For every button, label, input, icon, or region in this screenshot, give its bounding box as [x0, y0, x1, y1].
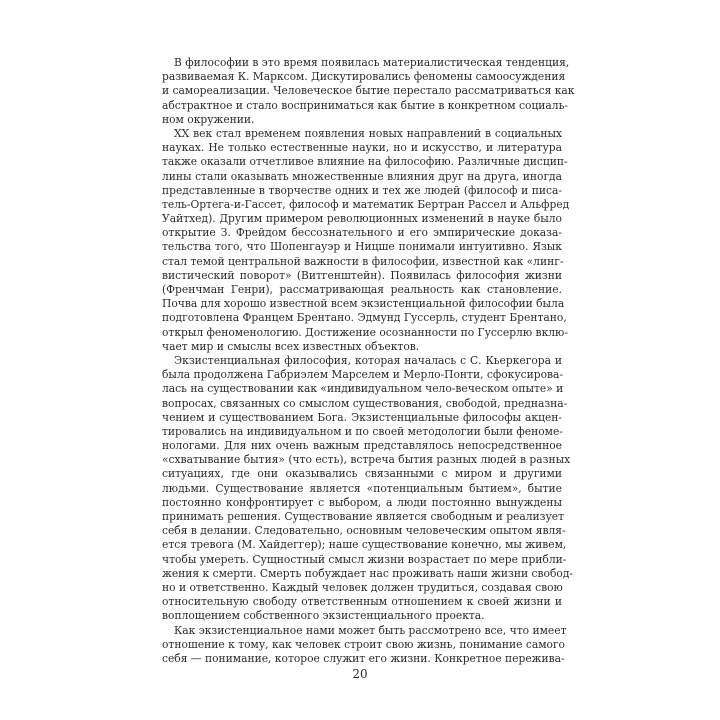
- text-line: Почва для хорошо известной всем экзистенциальной философии была: [162, 297, 565, 311]
- text-line: людьми. Существование является «потенциальным бытием», бытие: [162, 481, 562, 495]
- text-line: себя в делании. Следовательно, основным человеческим опытом явля-: [162, 524, 566, 538]
- text-line: отношение к тому, как человек строит свою жизнь, понимание самого: [162, 637, 565, 651]
- page-body: [162, 56, 575, 666]
- text-line: Как экзистенциальное нами может быть рассмотрено все, что имеет: [174, 623, 567, 637]
- text-line: В философии в это время появилась материалистическая тенденция,: [174, 56, 570, 69]
- text-line: тировались на индивидуальном и по своей методологии были феноме-: [162, 424, 563, 438]
- text-line: тель-Ортега-и-Гассет, философ и математик Бертран Рассел и Альфред: [162, 197, 570, 211]
- text-line: также оказали отчетливое влияние на философию. Различные дисцип-: [162, 155, 568, 169]
- text-line: и самореализации. Человеческое бытие перестало рассматриваться как: [162, 84, 575, 98]
- text-line: жения к смерти. Смерть побуждает нас проживать наши жизни свобод-: [162, 566, 574, 580]
- text-line: постоянно конфронтирует с выбором, а люди постоянно вынуждены: [162, 495, 562, 509]
- paragraph: [162, 353, 574, 624]
- text-line: тельства того, что Шопенгауэр и Ницше понимали интуитивно. Язык: [162, 240, 562, 254]
- text-line: была продолжена Габриэлем Марселем и Мерло-Понти, сфокусирова-: [162, 368, 564, 382]
- text-line: ситуациях, где они оказывались связанными с миром и другими: [162, 467, 562, 481]
- text-line: представленные в творчестве одних и тех же людей (философ и писа-: [162, 183, 562, 197]
- text-line: относительную свободу ответственным отношением к своей жизни и: [162, 595, 562, 609]
- text-line: чением и существованием Бога. Экзистенциальные философы акцен-: [162, 410, 562, 424]
- text-line: воплощением собственного экзистенциального проекта.: [162, 609, 485, 623]
- text-line: чтобы умереть. Сущностный смысл жизни возрастает по мере прибли-: [162, 552, 567, 566]
- text-line: лины стали оказывать множественные влияния друг на друга, иногда: [162, 169, 562, 183]
- text-line: открыл феноменологию. Достижение осознанности по Гуссерлю вклю-: [162, 325, 568, 339]
- text-line: нологами. Для них очень важным представлялось непосредственное: [162, 439, 562, 453]
- text-line: ном окружении.: [162, 112, 255, 126]
- text-line: абстрактное и стало восприниматься как бытие в конкретном социаль-: [162, 98, 569, 112]
- text-line: Экзистенциальная философия, которая началась с С. Кьеркегора и: [174, 353, 562, 367]
- text-line: вопросах, связанных со смыслом существования, свободой, предназна-: [162, 396, 568, 410]
- text-line: XX век стал временем появления новых направлений в социальных: [174, 126, 562, 140]
- text-line: себя — понимание, которое служит его жизни. Конкретное пережива-: [162, 651, 565, 665]
- text-line: развиваемая К. Марксом. Дискутировались феномены самоосуждения: [162, 70, 566, 84]
- text-line: чает мир и смыслы всех известных объектов.: [162, 339, 420, 353]
- paragraph: [162, 623, 567, 667]
- text-line: открытие З. Фрейдом бессознательного и его эмпирические доказа-: [162, 226, 562, 240]
- page-number: 20: [352, 667, 368, 681]
- text-line: (Френчман Генри), рассматривающая реальность как становление.: [162, 283, 562, 296]
- text-line: «схватывание бытия» (что есть), встреча бытия разных людей в разных: [162, 453, 571, 467]
- text-line: науках. Не только естественные науки, но и искусство, и литература: [162, 141, 562, 155]
- text-line: принимать решения. Существование является свободным и реализует: [162, 510, 564, 523]
- text-line: лась на существовании как «индивидуальном чело-веческом опыте» и: [162, 382, 564, 396]
- text-line: Уайтхед). Другим примером революционных изменений в науке было: [162, 212, 562, 226]
- text-line: вистический поворот» (Витгенштейн). Появилась философия жизни: [162, 268, 562, 282]
- paragraph: [162, 56, 575, 127]
- text-line: ется тревога (М. Хайдеггер); наше существование конечно, мы живем,: [162, 538, 567, 552]
- text-line: стал темой центральной важности в философии, известной как «линг-: [162, 254, 564, 268]
- text-line: подготовлена Францем Брентано. Эдмунд Гуссерль, студент Брентано,: [162, 311, 567, 325]
- paragraph: [162, 126, 570, 354]
- text-line: но и ответственно. Каждый человек должен трудиться, создавая свою: [162, 580, 563, 594]
